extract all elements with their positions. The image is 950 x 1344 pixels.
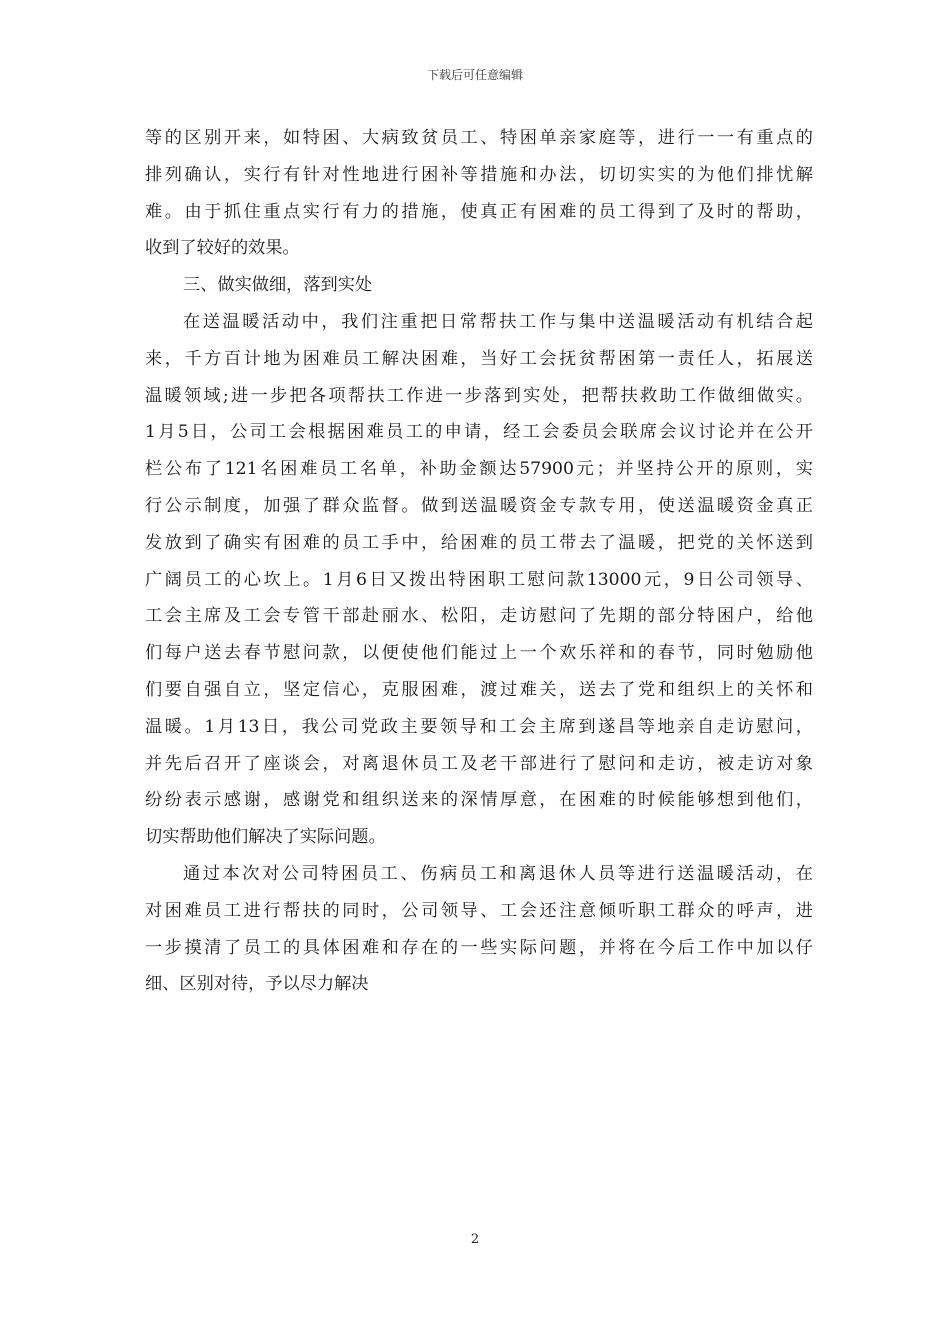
section-heading [145, 267, 813, 304]
page-header: 下载后可任意编辑 [426, 68, 523, 82]
text-line: 发放到了确实有困难的员工手中，给困难的员工带去了温暖，把党的关怀送到 [145, 532, 813, 553]
text-line: 等的区别开来，如特困、大病致贫员工、特困单亲家庭等，进行一一有重点的 [145, 128, 813, 148]
text-line: 工会主席及工会专管干部赴丽水、松阳，走访慰问了先期的部分特困户，给他 [145, 606, 813, 627]
text-line: 对困难员工进行帮扶的同时，公司领导、工会还注意倾听职工群众的呼声，进 [145, 900, 813, 921]
paragraph [145, 304, 813, 856]
text-line: 难。由于抓住重点实行有力的措施，使真正有困难的员工得到了及时的帮助， [145, 201, 813, 222]
text-line: 行公示制度，加强了群众监督。做到送温暖资金专款专用，使送温暖资金真正 [145, 495, 813, 516]
text-line: 切实帮助他们解决了实际问题。 [145, 827, 386, 848]
text-line: 排列确认，实行有针对性地进行困补等措施和办法，切切实实的为他们排忧解 [145, 164, 813, 185]
text-line: 温暖领域;进一步把各项帮扶工作进一步落到实处，把帮扶救助工作做细做实。 [145, 385, 813, 406]
text-line: 温暖。1月13日，我公司党政主要领导和工会主席到遂昌等地亲自走访慰问， [145, 716, 813, 737]
page-number: 2 [470, 1232, 480, 1247]
text-line: 纷纷表示感谢，感谢党和组织送来的深情厚意，在困难的时候能够想到他们， [145, 790, 813, 811]
text-line: 们要自强自立，坚定信心，克服困难，渡过难关，送去了党和组织上的关怀和 [145, 679, 813, 700]
text-line: 广阔员工的心坎上。1月6日又拨出特困职工慰问款13000元，9日公司领导、 [145, 569, 813, 590]
heading-text: 三、做实做细，落到实处 [183, 275, 373, 296]
text-line: 在送温暖活动中，我们注重把日常帮扶工作与集中送温暖活动有机结合起 [183, 311, 813, 332]
text-line: 并先后召开了座谈会，对离退休员工及老干部进行了慰问和走访，被走访对象 [145, 753, 813, 774]
text-line: 收到了较好的效果。 [145, 238, 300, 259]
paragraph [145, 120, 813, 267]
text-line: 栏公布了121名困难员工名单，补助金额达57900元；并坚持公开的原则，实 [145, 459, 813, 480]
text-line: 来，千方百计地为困难员工解决困难，当好工会抚贫帮困第一责任人，拓展送 [145, 348, 813, 369]
text-line: 们每户送去春节慰问款，以便使他们能过上一个欢乐祥和的春节，同时勉励他 [145, 643, 813, 664]
text-line: 细、区别对待，予以尽力解决 [145, 974, 369, 995]
document-body [145, 120, 813, 1003]
text-line: 1月5日，公司工会根据困难员工的申请，经工会委员会联席会议讨论并在公开 [145, 422, 813, 443]
paragraph [145, 856, 813, 1003]
text-line: 通过本次对公司特困员工、伤病员工和离退休人员等进行送温暖活动，在 [183, 863, 813, 884]
text-line: 一步摸清了员工的具体困难和存在的一些实际问题，并将在今后工作中加以仔 [145, 937, 813, 958]
